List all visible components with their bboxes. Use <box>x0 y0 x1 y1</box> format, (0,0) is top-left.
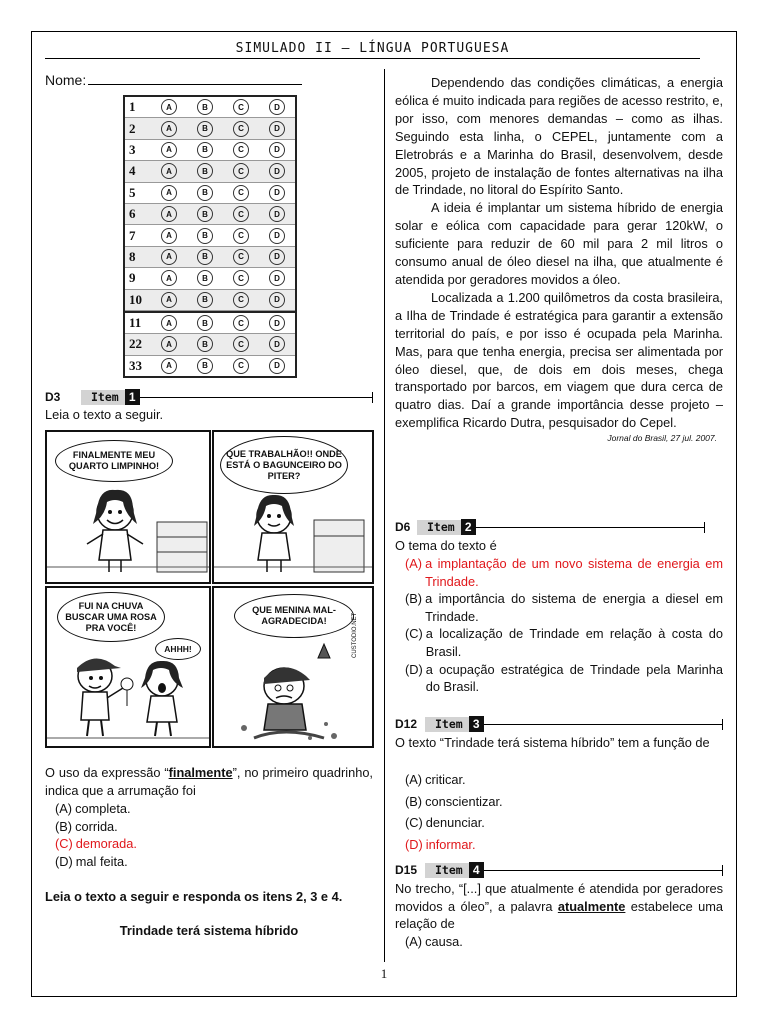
question-number: 33 <box>129 357 142 373</box>
answer-option[interactable] <box>405 769 723 791</box>
answer-bubble-b[interactable]: B <box>197 121 213 137</box>
question-number: 11 <box>129 315 142 331</box>
option-text: completa. <box>75 801 131 816</box>
descriptor-code: D6 <box>395 520 411 534</box>
answer-option[interactable] <box>405 590 723 625</box>
answer-row <box>125 225 295 246</box>
answer-bubble-c[interactable]: C <box>233 185 249 201</box>
item-2-header <box>395 519 705 535</box>
speech-bubble: FINALMENTE MEU QUARTO LIMPINHO! <box>55 440 173 482</box>
option-text: a importância do sistema de energia a diesel em Trindade. <box>425 591 723 624</box>
answer-bubble-b[interactable]: B <box>197 270 213 286</box>
answer-bubble-b[interactable]: B <box>197 142 213 158</box>
q1-options <box>55 800 373 870</box>
option-letter: (A) <box>405 934 423 949</box>
option-letter: (B) <box>405 793 423 809</box>
comic-panel-3 <box>45 586 211 748</box>
answer-bubble-d[interactable]: D <box>269 292 285 308</box>
item-number-badge: 4 <box>469 862 484 878</box>
q4-key-term: atualmente <box>557 898 626 914</box>
answer-row <box>125 183 295 204</box>
question-number: 1 <box>129 99 136 115</box>
option-letter: (D) <box>55 853 73 869</box>
answer-bubble-a[interactable]: A <box>161 206 177 222</box>
answer-grid <box>123 95 297 378</box>
question-number: 3 <box>129 141 136 157</box>
article-paragraph-3: Localizada a 1.200 quilômetros da costa brasileira, a Ilha de Trindade é estratégica para garantir a extensão territorial do país, e por isso é ocupada pela Marinha. Mas, para que tenha energia, precisa ser alimentada por óleo diesel, que, de dois em dois meses, chega transportado por barcos, em viagem que dura cerca de quatro dias. Daí a grande importância desse projeto – exemplifica Ricardo Dutra, pesquisador do Cepel. <box>395 289 723 431</box>
answer-bubble-b[interactable]: B <box>197 206 213 222</box>
answer-option[interactable] <box>405 661 723 696</box>
option-letter: (A) <box>405 556 423 571</box>
answer-bubble-a[interactable]: A <box>161 185 177 201</box>
answer-bubble-c[interactable]: C <box>233 270 249 286</box>
option-letter: (B) <box>55 818 73 834</box>
answer-option[interactable] <box>405 791 723 813</box>
answer-bubble-c[interactable]: C <box>233 358 249 374</box>
answer-option[interactable] <box>405 834 723 856</box>
answer-row <box>125 290 295 311</box>
answer-bubble-c[interactable]: C <box>233 142 249 158</box>
comic-panel-2 <box>212 430 374 584</box>
answer-row <box>125 118 295 139</box>
answer-bubble-d[interactable]: D <box>269 121 285 137</box>
answer-bubble-a[interactable]: A <box>161 315 177 331</box>
descriptor-code: D15 <box>395 863 418 877</box>
question-number: 7 <box>129 227 136 243</box>
comic-watermark: CUSTODIO.NET <box>352 612 358 658</box>
answer-bubble-a[interactable]: A <box>161 358 177 374</box>
answer-bubble-c[interactable]: C <box>233 292 249 308</box>
answer-bubble-c[interactable]: C <box>233 336 249 352</box>
answer-bubble-d[interactable]: D <box>269 163 285 179</box>
answer-bubble-b[interactable]: B <box>197 315 213 331</box>
article-body <box>395 74 723 444</box>
answer-bubble-d[interactable]: D <box>269 336 285 352</box>
comic-strip <box>45 430 373 748</box>
option-text: conscientizar. <box>425 793 503 809</box>
option-text: denunciar. <box>425 815 485 830</box>
item-3-header <box>395 716 723 732</box>
answer-bubble-b[interactable]: B <box>197 228 213 244</box>
comic-panel-1 <box>45 430 211 584</box>
option-text: a ocupação estratégica de Trindade pela Marinha do Brasil. <box>425 661 723 695</box>
answer-bubble-b[interactable]: B <box>197 185 213 201</box>
item-label: Item <box>417 520 461 535</box>
answer-bubble-b[interactable]: B <box>197 249 213 265</box>
option-letter: (A) <box>55 801 73 816</box>
item-number-badge: 1 <box>125 389 140 405</box>
answer-bubble-c[interactable]: C <box>233 249 249 265</box>
q4-options <box>405 933 723 951</box>
item-number-badge: 2 <box>461 519 476 535</box>
answer-bubble-d[interactable]: D <box>269 142 285 158</box>
answer-bubble-d[interactable]: D <box>269 249 285 265</box>
question-number: 2 <box>129 120 136 136</box>
answer-option[interactable] <box>55 818 373 836</box>
answer-bubble-b[interactable]: B <box>197 292 213 308</box>
question-number: 4 <box>129 163 136 179</box>
q2-options <box>405 555 723 696</box>
answer-bubble-b[interactable]: B <box>197 358 213 374</box>
option-text: a implantação de um novo sistema de energia em Trindade. <box>425 556 723 589</box>
header-rule <box>45 58 700 59</box>
answer-bubble-b[interactable]: B <box>197 163 213 179</box>
answer-bubble-b[interactable]: B <box>197 336 213 352</box>
answer-bubble-c[interactable]: C <box>233 121 249 137</box>
answer-bubble-d[interactable]: D <box>269 270 285 286</box>
answer-option[interactable] <box>405 812 723 834</box>
question-number: 6 <box>129 206 136 222</box>
option-text: causa. <box>425 934 463 949</box>
option-text: mal feita. <box>75 853 128 869</box>
article-paragraph-1: Dependendo das condições climáticas, a energia eólica é muito indicada para regiões de acesso restrito, e, por isso, com menores demandas – como as ilhas. Seguindo esta linha, o CEPEL, juntamente com a Eletrobrás e a Marinha do Brasil, desenvolvem, desde 2005, projeto de instalação de fontes alternativas na ilha de Trindade, no litoral do Espírito Santo. <box>395 75 723 198</box>
answer-bubble-a[interactable]: A <box>161 99 177 115</box>
answer-bubble-a[interactable]: A <box>161 163 177 179</box>
item-label: Item <box>425 863 469 878</box>
answer-bubble-a[interactable]: A <box>161 142 177 158</box>
answer-bubble-a[interactable]: A <box>161 228 177 244</box>
option-text: criticar. <box>425 772 466 787</box>
answer-bubble-d[interactable]: D <box>269 206 285 222</box>
answer-bubble-c[interactable]: C <box>233 228 249 244</box>
option-letter: (C) <box>405 815 423 830</box>
name-input-line[interactable] <box>88 70 302 85</box>
answer-bubble-d[interactable]: D <box>269 185 285 201</box>
option-letter: (C) <box>405 626 423 642</box>
question-number: 22 <box>129 336 142 352</box>
option-letter: (D) <box>405 836 423 852</box>
answer-row <box>125 204 295 225</box>
name-field[interactable] <box>45 70 302 88</box>
speech-bubble-small: AHHH! <box>155 638 201 660</box>
item-number-badge: 3 <box>469 716 484 732</box>
answer-row <box>125 247 295 268</box>
answer-option[interactable] <box>55 853 373 871</box>
answer-option[interactable] <box>405 555 723 590</box>
comic-panel-4 <box>212 586 374 748</box>
speech-bubble: QUE TRABALHÃO!! ONDE ESTÁ O BAGUNCEIRO DO PITER? <box>220 436 348 494</box>
question-number: 5 <box>129 184 136 200</box>
answer-bubble-d[interactable]: D <box>269 228 285 244</box>
speech-bubble: QUE MENINA MAL-AGRADECIDA! <box>234 594 354 638</box>
answer-bubble-a[interactable]: A <box>161 336 177 352</box>
answer-row <box>125 161 295 182</box>
name-label: Nome: <box>45 72 87 88</box>
option-text: demorada. <box>75 836 137 852</box>
question-number: 8 <box>129 248 136 264</box>
descriptor-code: D12 <box>395 717 418 731</box>
answer-bubble-a[interactable]: A <box>161 292 177 308</box>
answer-bubble-d[interactable]: D <box>269 358 285 374</box>
q1-intro: Leia o texto a seguir. <box>45 407 164 422</box>
answer-row <box>125 97 295 118</box>
page-title: SIMULADO II – LÍNGUA PORTUGUESA <box>235 41 510 56</box>
item-1-header <box>45 389 373 405</box>
question-number: 9 <box>129 270 136 286</box>
answer-option[interactable] <box>55 835 373 853</box>
answer-bubble-c[interactable]: C <box>233 315 249 331</box>
page-number: 1 <box>380 966 388 981</box>
q4-stem: No trecho, “[...] que atualmente é atendida por geradores movidos a óleo”, a palavra atualmente estabelece uma relação de <box>395 881 723 932</box>
option-letter: (D) <box>405 661 423 677</box>
answer-option[interactable] <box>55 800 373 818</box>
option-text: informar. <box>425 836 476 852</box>
answer-option[interactable] <box>405 933 723 951</box>
question-number: 10 <box>129 291 142 307</box>
answer-bubble-a[interactable]: A <box>161 249 177 265</box>
option-letter: (B) <box>405 591 423 607</box>
q1-stem: O uso da expressão “finalmente”, no primeiro quadrinho, indica que a arrumação foi <box>45 765 373 798</box>
item-label: Item <box>81 390 125 405</box>
q3-options <box>405 769 723 855</box>
article-title: Trindade terá sistema híbrido <box>119 923 299 938</box>
descriptor-code: D3 <box>45 390 61 404</box>
option-letter: (A) <box>405 772 423 787</box>
option-text: corrida. <box>75 818 118 834</box>
answer-row <box>125 356 295 376</box>
answer-bubble-c[interactable]: C <box>233 163 249 179</box>
article-paragraph-2: A ideia é implantar um sistema híbrido de energia solar e eólica com capacidade para gerar 120kW, o suficiente para reduzir de 60 mil para 2 mil litros o consumo anual de óleo diesel na ilha, que atualmente é atendida por geradores movidos a óleo. <box>395 200 723 287</box>
item-label: Item <box>425 717 469 732</box>
reading-instruction: Leia o texto a seguir e responda os itens 2, 3 e 4. <box>45 889 343 904</box>
answer-option[interactable] <box>405 625 723 660</box>
answer-bubble-d[interactable]: D <box>269 315 285 331</box>
article-source: Jornal do Brasil, 27 jul. 2007. <box>607 433 717 444</box>
item-4-header <box>395 862 723 878</box>
answer-bubble-a[interactable]: A <box>161 121 177 137</box>
answer-row <box>125 311 295 334</box>
answer-row <box>125 268 295 289</box>
answer-row <box>125 140 295 161</box>
q2-stem: O tema do texto é <box>395 538 497 553</box>
answer-row <box>125 334 295 355</box>
answer-bubble-b[interactable]: B <box>197 99 213 115</box>
q3-stem: O texto “Trindade terá sistema híbrido” tem a função de <box>395 735 710 750</box>
option-text: a localização de Trindade em relação à costa do Brasil. <box>425 626 723 659</box>
answer-bubble-c[interactable]: C <box>233 206 249 222</box>
q1-key-term: finalmente <box>168 765 233 780</box>
column-divider <box>384 69 385 962</box>
answer-bubble-d[interactable]: D <box>269 99 285 115</box>
answer-bubble-c[interactable]: C <box>233 99 249 115</box>
option-letter: (C) <box>55 836 73 852</box>
answer-bubble-a[interactable]: A <box>161 270 177 286</box>
speech-bubble: FUI NA CHUVA BUSCAR UMA ROSA PRA VOCÊ! <box>57 592 165 642</box>
